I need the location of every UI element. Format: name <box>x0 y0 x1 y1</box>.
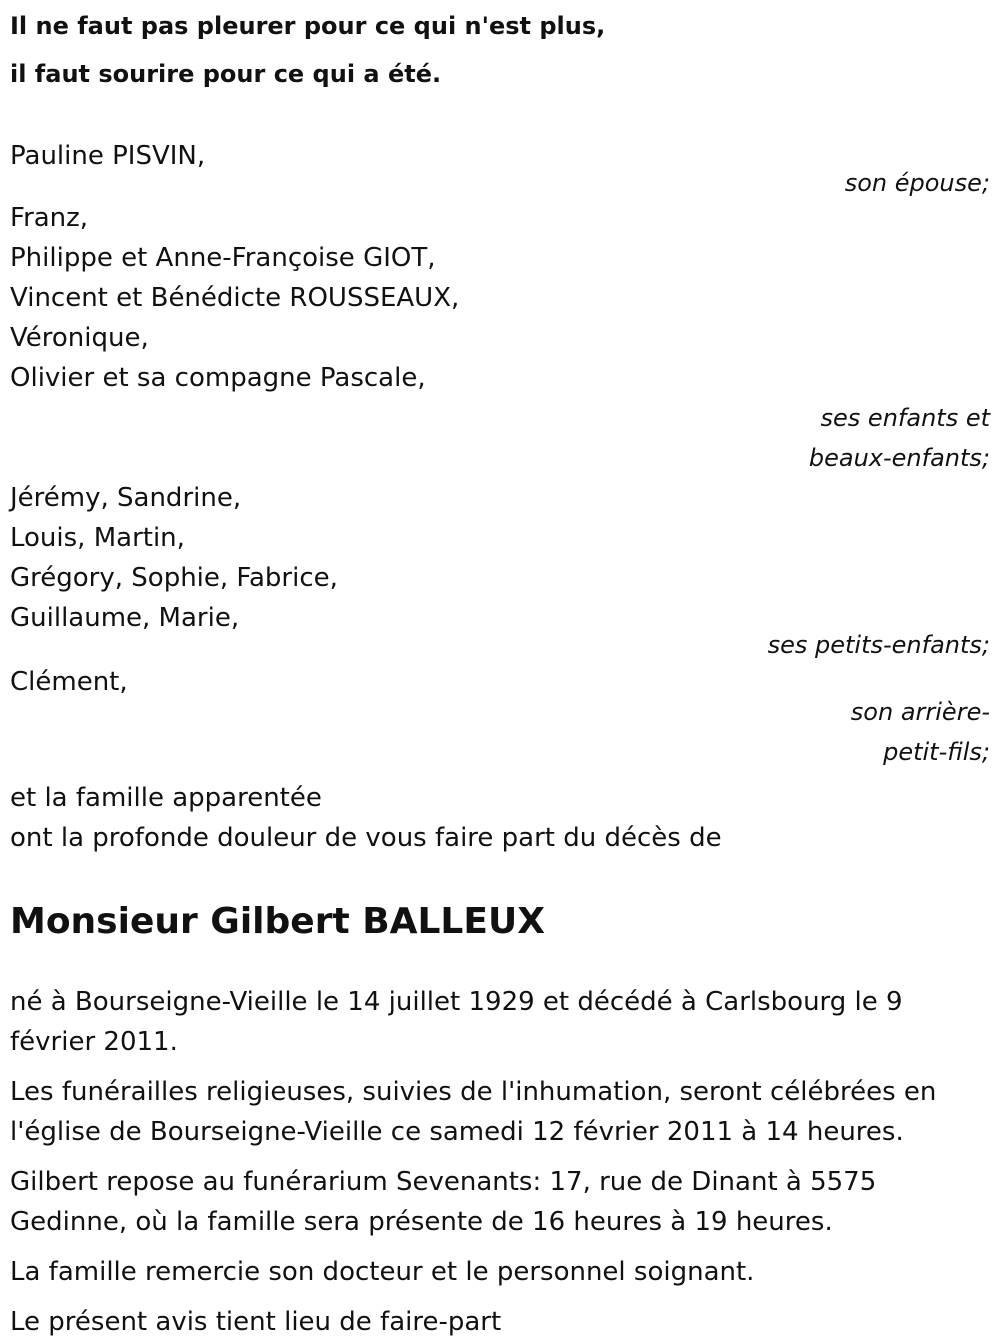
repose-paragraph: Gilbert repose au funérarium Sevenants: 17, rue de Dinant à 5575 Gedinne, où la famille sera présente de 16 heures à 19 heures. <box>10 1167 877 1237</box>
family-group <box>10 778 990 858</box>
grandchildren-role: ses petits-enfants; <box>767 631 990 659</box>
children-role-line-2: beaux-enfants; <box>808 444 990 472</box>
children-group <box>10 198 990 478</box>
epigraph <box>10 2 990 98</box>
notice-paragraph: Le présent avis tient lieu de faire-part <box>10 1307 502 1337</box>
grandchildren-group <box>10 478 990 658</box>
child-name: Philippe et Anne-Françoise GIOT, <box>10 243 436 273</box>
birth-death-paragraph: né à Bourseigne-Vieille le 14 juillet 1929 et décédé à Carlsbourg le 9 février 2011. <box>10 987 903 1057</box>
spouse-name: Pauline PISVIN, <box>10 141 206 171</box>
deceased-name: Monsieur Gilbert BALLEUX <box>10 901 545 942</box>
child-name: Olivier et sa compagne Pascale, <box>10 363 426 393</box>
grandchild-name: Jérémy, Sandrine, <box>10 483 242 513</box>
funeral-paragraph: Les funérailles religieuses, suivies de l'inhumation, seront célébrées en l'église de Bourseigne-Vieille ce samedi 12 février 2011 à 14 heures. <box>10 1077 937 1147</box>
spouse-group <box>10 136 990 197</box>
obituary-notice <box>10 0 990 1342</box>
grandchild-name: Grégory, Sophie, Fabrice, <box>10 563 338 593</box>
great-grandchild-group <box>10 662 990 772</box>
child-name: Véronique, <box>10 323 149 353</box>
great-grandchild-name: Clément, <box>10 667 128 697</box>
spouse-role: son épouse; <box>844 169 990 197</box>
thanks-paragraph: La famille remercie son docteur et le personnel soignant. <box>10 1257 755 1287</box>
child-name: Vincent et Bénédicte ROUSSEAUX, <box>10 283 460 313</box>
grandchild-name: Louis, Martin, <box>10 523 185 553</box>
family-line-1: et la famille apparentée <box>10 783 322 813</box>
grandchild-name: Guillaume, Marie, <box>10 603 240 633</box>
children-role-line-1: ses enfants et <box>820 404 990 432</box>
epigraph-line-1: Il ne faut pas pleurer pour ce qui n'est plus, <box>10 12 606 40</box>
child-name: Franz, <box>10 203 89 233</box>
family-line-2: ont la profonde douleur de vous faire part du décès de <box>10 823 722 853</box>
great-grandchild-role-line-1: son arrière- <box>850 698 990 726</box>
great-grandchild-role-line-2: petit-fils; <box>883 738 990 766</box>
epigraph-line-2: il faut sourire pour ce qui a été. <box>10 60 442 88</box>
